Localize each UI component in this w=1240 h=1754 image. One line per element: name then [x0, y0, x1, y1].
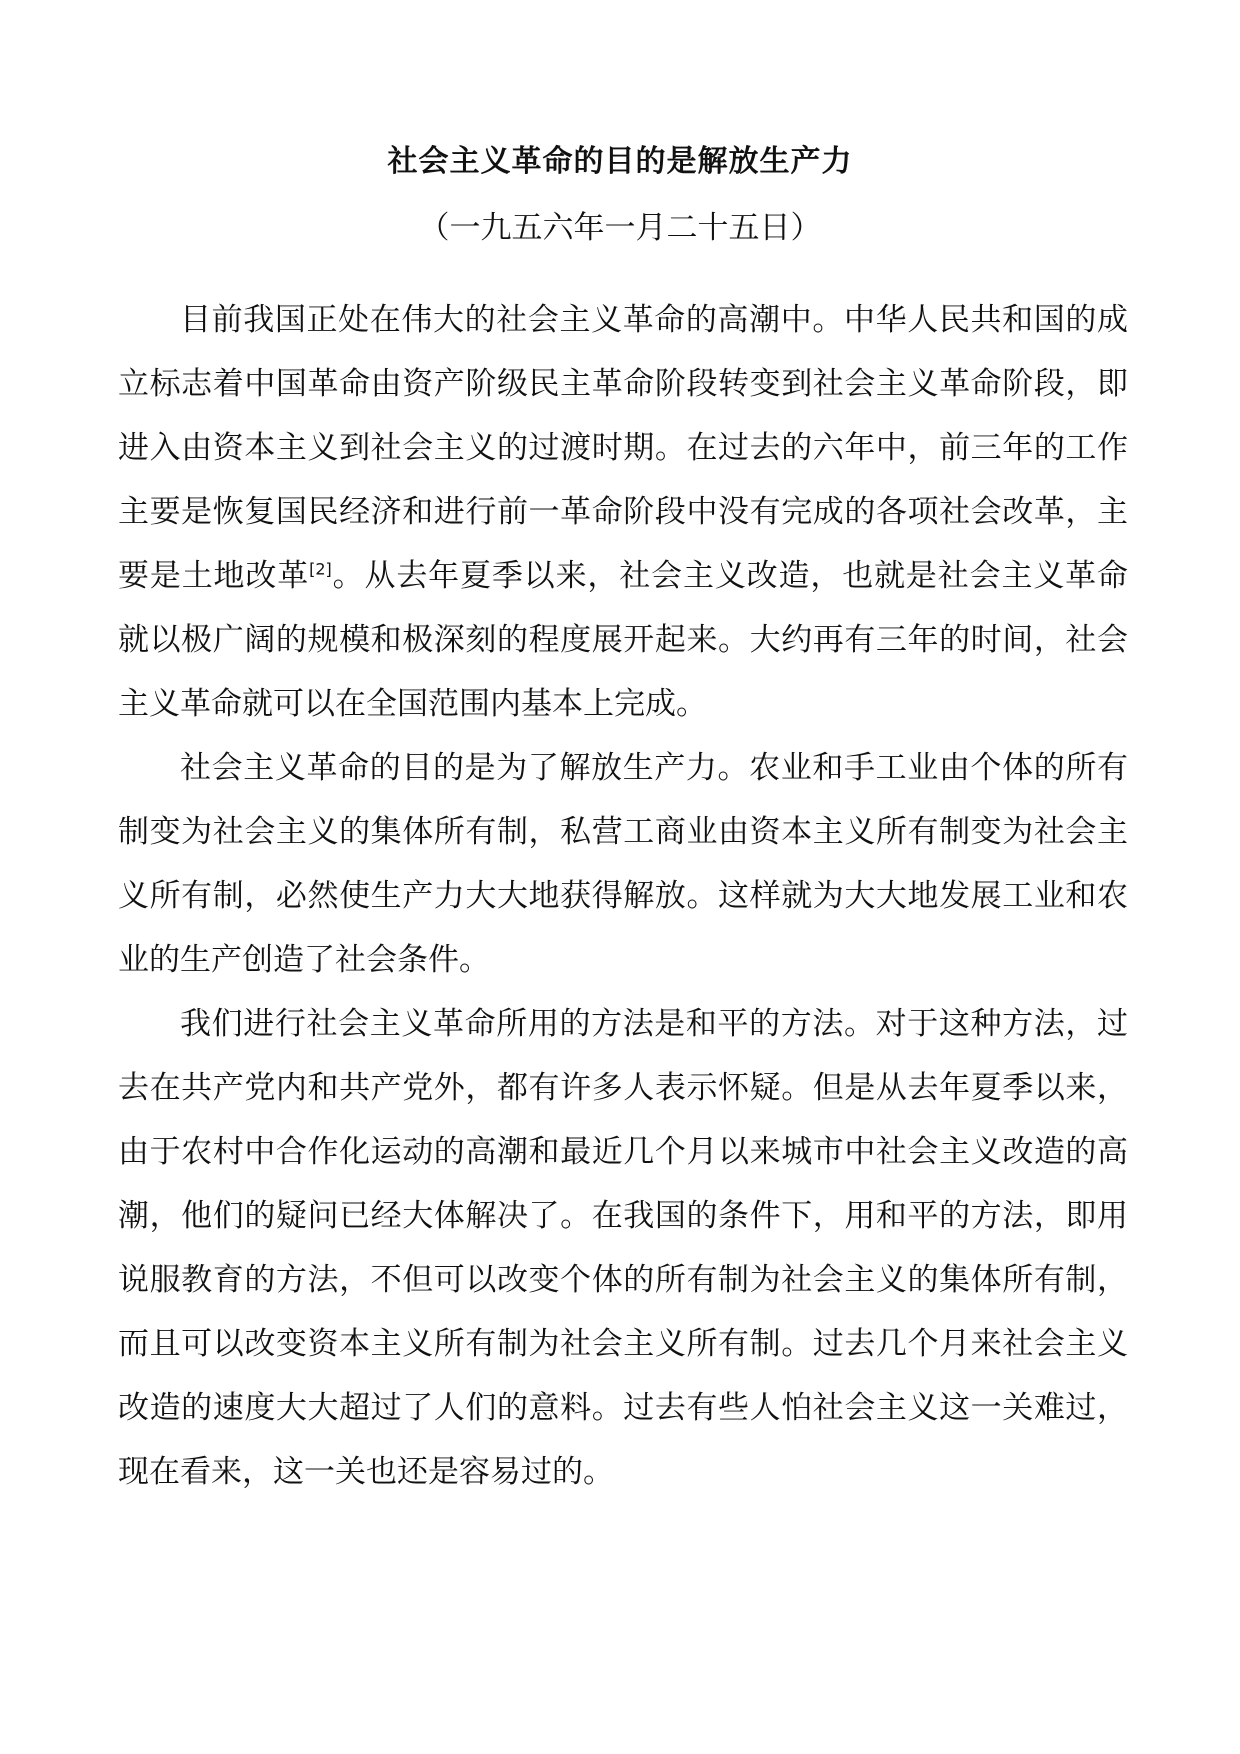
document-body	[118, 288, 1128, 1504]
document-date: （一九五六年一月二十五日）	[418, 210, 822, 246]
document-title: 社会主义革命的目的是解放生产力	[387, 144, 853, 179]
footnote-reference[interactable]: [2]	[309, 559, 332, 579]
paragraph-3: 我们进行社会主义革命所用的方法是和平的方法。对于这种方法，过去在共产党内和共产党外，都有许多人表示怀疑。但是从去年夏季以来，由于农村中合作化运动的高潮和最近几个月以来城市中社会主义改造的高潮，他们的疑问已经大体解决了。在我国的条件下，用和平的方法，即用说服教育的方法，不但可以改变个体的所有制为社会主义的集体所有制，而且可以改变资本主义所有制为社会主义所有制。过去几个月来社会主义改造的速度大大超过了人们的意料。过去有些人怕社会主义这一关难过，现在看来，这一关也还是容易过的。	[118, 1006, 1128, 1490]
paragraph-1-text-before: 目前我国正处在伟大的社会主义革命的高潮中。中华人民共和国的成立标志着中国革命由资产阶级民主革命阶段转变到社会主义革命阶段，即进入由资本主义到社会主义的过渡时期。在过去的六年中，前三年的工作主要是恢复国民经济和进行前一革命阶段中没有完成的各项社会改革，主要是土地改革	[118, 302, 1128, 594]
paragraph-1-text-after: 。从去年夏季以来，社会主义改造，也就是社会主义革命就以极广阔的规模和极深刻的程度展开起来。大约再有三年的时间，社会主义革命就可以在全国范围内基本上完成。	[118, 558, 1129, 722]
paragraph-2: 社会主义革命的目的是为了解放生产力。农业和手工业由个体的所有制变为社会主义的集体所有制，私营工商业由资本主义所有制变为社会主义所有制，必然使生产力大大地获得解放。这样就为大大地发展工业和农业的生产创造了社会条件。	[118, 750, 1128, 978]
paragraph-1	[118, 288, 1128, 736]
